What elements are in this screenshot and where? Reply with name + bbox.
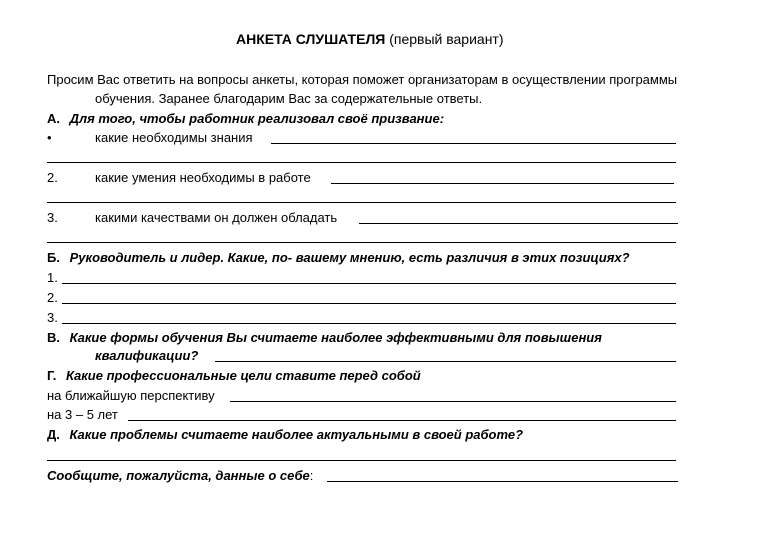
answer-line-a3-cont[interactable] bbox=[47, 242, 676, 243]
section-a-item-1-text: какие необходимы знания bbox=[95, 130, 253, 145]
title-bold: АНКЕТА СЛУШАТЕЛЯ bbox=[236, 31, 386, 47]
section-b-heading bbox=[47, 250, 630, 265]
section-a-item-1-marker: • bbox=[47, 130, 52, 145]
about-label bbox=[47, 468, 313, 483]
answer-line-g-near[interactable] bbox=[230, 401, 676, 402]
section-a-item-2-marker: 2. bbox=[47, 170, 58, 185]
answer-line-a2-cont[interactable] bbox=[47, 202, 676, 203]
section-g-heading-text: Какие профессиональные цели ставите перед собой bbox=[65, 368, 421, 383]
answer-line-a1-cont[interactable] bbox=[47, 162, 676, 163]
section-b-item-1-marker: 1. bbox=[47, 270, 58, 285]
section-b-item-2-marker: 2. bbox=[47, 290, 58, 305]
answer-line-a1[interactable] bbox=[271, 143, 676, 144]
answer-line-a2[interactable] bbox=[331, 183, 674, 184]
answer-line-b3[interactable] bbox=[62, 323, 676, 324]
about-label-text: Сообщите, пожалуйста, данные о себе bbox=[47, 468, 310, 483]
answer-line-about[interactable] bbox=[327, 481, 678, 482]
section-a-label: А. bbox=[47, 111, 60, 126]
section-g-heading bbox=[47, 368, 421, 383]
intro-line-2: обучения. Заранее благодарим Вас за содержательные ответы. bbox=[95, 91, 483, 106]
section-v-heading-text: Какие формы обучения Вы считаете наиболее эффективными для повышения bbox=[69, 330, 602, 345]
section-d-heading-text: Какие проблемы считаете наиболее актуальными в своей работе? bbox=[69, 427, 524, 442]
section-v-heading bbox=[47, 330, 602, 345]
answer-line-b2[interactable] bbox=[62, 303, 676, 304]
answer-line-a3[interactable] bbox=[359, 223, 678, 224]
section-v-label: В. bbox=[47, 330, 60, 345]
section-v-heading-line2: квалификации? bbox=[95, 348, 199, 363]
answer-line-d[interactable] bbox=[47, 460, 676, 461]
section-b-label: Б. bbox=[47, 250, 60, 265]
title-variant: (первый вариант) bbox=[389, 31, 504, 47]
page-title bbox=[236, 32, 504, 47]
section-g-near-label: на ближайшую перспективу bbox=[47, 388, 215, 403]
section-d-label: Д. bbox=[47, 427, 60, 442]
answer-line-b1[interactable] bbox=[62, 283, 676, 284]
section-a-item-3-marker: 3. bbox=[47, 210, 58, 225]
answer-line-g-later[interactable] bbox=[128, 420, 676, 421]
section-b-item-3-marker: 3. bbox=[47, 310, 58, 325]
section-d-heading bbox=[47, 427, 523, 442]
section-a-item-2-text: какие умения необходимы в работе bbox=[95, 170, 311, 185]
about-colon: : bbox=[309, 468, 314, 483]
section-g-label: Г. bbox=[47, 368, 57, 383]
intro-line-1: Просим Вас ответить на вопросы анкеты, которая поможет организаторам в осуществлении программы bbox=[47, 72, 678, 87]
section-b-heading-text: Руководитель и лидер. Какие, по- вашему мнению, есть различия в этих позициях? bbox=[69, 250, 630, 265]
section-a-heading bbox=[47, 111, 444, 126]
section-g-later-label: на 3 – 5 лет bbox=[47, 407, 118, 422]
section-a-item-3-text: какими качествами он должен обладать bbox=[95, 210, 338, 225]
section-a-heading-text: Для того, чтобы работник реализовал своё призвание: bbox=[69, 111, 445, 126]
answer-line-v[interactable] bbox=[215, 361, 676, 362]
